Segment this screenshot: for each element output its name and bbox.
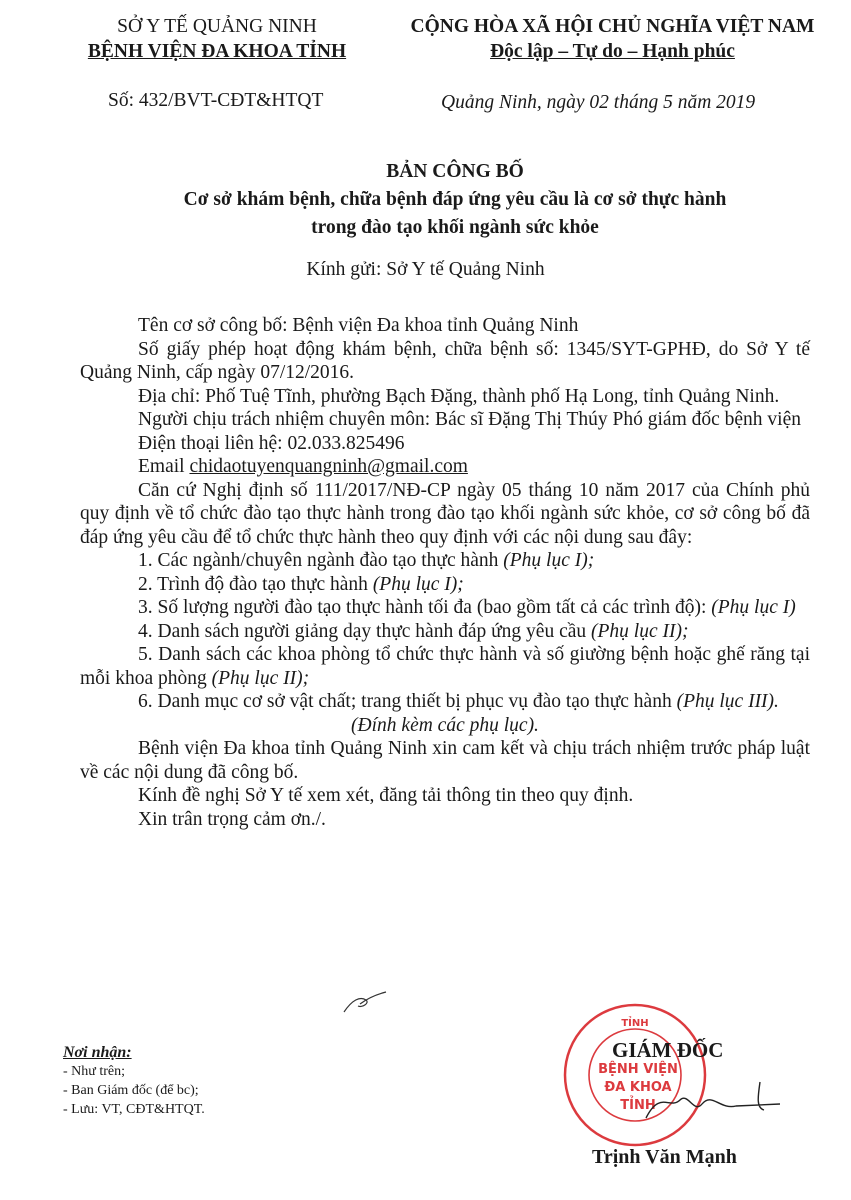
signatory-name: Trịnh Văn Mạnh xyxy=(592,1146,737,1168)
attachment-note: (Đính kèm các phụ lục). xyxy=(351,714,539,736)
document-date: Quảng Ninh, ngày 02 tháng 5 năm 2019 xyxy=(441,92,756,113)
list-item: 4. Danh sách người giảng dạy thực hành đáp ứng yêu cầu (Phụ lục II); xyxy=(138,620,689,642)
document-subtitle-1: Cơ sở khám bệnh, chữa bệnh đáp ứng yêu cầu là cơ sở thực hành xyxy=(183,189,727,210)
recipient-item: - Như trên; xyxy=(63,1064,126,1079)
legal-basis: Căn cứ Nghị định số 111/2017/NĐ-CP ngày 05 tháng 10 năm 2017 của Chính phủ quy định về tổ chức đào tạo thực hành trong đào tạo khối ngành sức khỏe, cơ sở công bố đã đáp ứng yêu cầu để tổ chức thực hành theo quy định với các nội dung sau đây: xyxy=(80,479,810,548)
document-number: Số: 432/BVT-CĐT&HTQT xyxy=(108,90,324,111)
list-item: 6. Danh mục cơ sở vật chất; trang thiết bị phục vụ đào tạo thực hành (Phụ lục III). xyxy=(138,691,779,712)
phone-info: Điện thoại liên hệ: 02.033.825496 xyxy=(138,432,405,454)
responsible-person: Người chịu trách nhiệm chuyên môn: Bác sĩ Đặng Thị Thúy Phó giám đốc bệnh viện xyxy=(138,409,801,430)
addressee: Kính gửi: Sở Y tế Quảng Ninh xyxy=(306,259,545,280)
list-item: 5. Danh sách các khoa phòng tổ chức thực hành và số giường bệnh hoặc ghế răng tại mỗi khoa phòng (Phụ lục II); xyxy=(80,644,810,689)
svg-text:TỈNH: TỈNH xyxy=(621,1018,649,1029)
handwritten-signature-icon xyxy=(640,1070,790,1130)
email-info xyxy=(80,455,810,479)
issuer-block xyxy=(62,14,372,64)
document-title: BẢN CÔNG BỐ xyxy=(386,161,524,182)
facility-name: Tên cơ sở công bố: Bệnh viện Đa khoa tỉnh Quảng Ninh xyxy=(138,315,579,336)
address-info: Địa chỉ: Phố Tuệ Tĩnh, phường Bạch Đặng, thành phố Hạ Long, tỉnh Quảng Ninh. xyxy=(138,385,780,407)
national-motto-block xyxy=(385,14,840,64)
document-body xyxy=(80,314,810,831)
email-link[interactable]: chidaotuyenquangninh@gmail.com xyxy=(189,456,468,477)
national-motto: Độc lập – Tự do – Hạnh phúc xyxy=(490,41,735,62)
recipients-block xyxy=(63,1044,205,1119)
svg-text:TỈNH: TỈNH xyxy=(620,1098,656,1113)
svg-text:BỆNH VIỆN: BỆNH VIỆN xyxy=(598,1062,678,1077)
issuer-hospital: BỆNH VIỆN ĐA KHOA TỈNH xyxy=(87,41,347,62)
request: Kính đề nghị Sở Y tế xem xét, đăng tải thông tin theo quy định. xyxy=(138,785,634,806)
list-item: 2. Trình độ đào tạo thực hành (Phụ lục I); xyxy=(138,573,464,595)
document-subtitle-2: trong đào tạo khối ngành sức khỏe xyxy=(311,217,599,238)
list-item: 3. Số lượng người đào tạo thực hành tối đa (bao gồm tất cả các trình độ): (Phụ lục I) xyxy=(138,597,796,618)
issuer-department: SỞ Y TẾ QUẢNG NINH xyxy=(117,16,317,37)
signatory-title: GIÁM ĐỐC xyxy=(612,1038,724,1062)
email-label: Email xyxy=(138,456,190,477)
license-info: Số giấy phép hoạt động khám bệnh, chữa bệnh số: 1345/SYT-GPHĐ, do Sở Y tế Quảng Ninh, cấp ngày 07/12/2016. xyxy=(80,338,810,383)
thanks: Xin trân trọng cảm ơn./. xyxy=(138,808,326,830)
document-title-block xyxy=(60,158,850,242)
recipient-item: - Ban Giám đốc (để bc); xyxy=(63,1083,199,1098)
initial-flourish-icon xyxy=(340,990,390,1018)
recipients-title: Nơi nhận: xyxy=(63,1044,132,1061)
list-item: 1. Các ngành/chuyên ngành đào tạo thực hành (Phụ lục I); xyxy=(138,550,595,571)
national-title: CỘNG HÒA XÃ HỘI CHỦ NGHĨA VIỆT NAM xyxy=(410,16,815,37)
svg-text:ĐA KHOA: ĐA KHOA xyxy=(604,1080,672,1095)
recipient-item: - Lưu: VT, CĐT&HTQT. xyxy=(63,1102,205,1117)
commitment: Bệnh viện Đa khoa tỉnh Quảng Ninh xin cam kết và chịu trách nhiệm trước pháp luật về các nội dung đã công bố. xyxy=(80,738,810,783)
